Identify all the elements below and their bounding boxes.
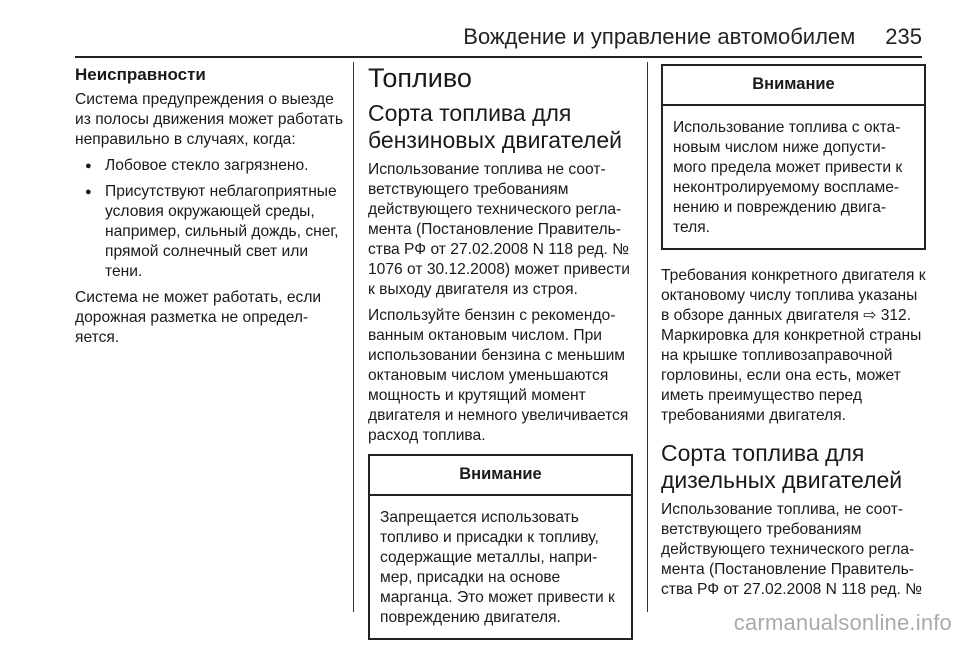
subsection-title-diesel: Сорта топлива для дизельных двигателей — [661, 440, 903, 493]
warning-box-body — [370, 496, 631, 638]
watermark-text: carmanualsonline.info — [733, 610, 952, 635]
page-header — [75, 22, 922, 58]
warning-box-text: Использование топлива с октановым числом ниже допустимого предела может привести к неконтролируемому воспламенению и повреждению двигателя. — [673, 119, 903, 236]
malfunctions-closing: Система не может работать, если дорожная разметка не определяется. — [75, 289, 322, 346]
list-item: ● Присутствуют неблагоприятные условия окружающей среды, например, сильный дождь, снег, прямой солнечный свет или тени. — [75, 182, 347, 282]
petrol-paragraph-1: Использование топлива не соответствующего требованиям действующего технического регламента (Постановление Правительства РФ от 27.02.2008 N 118 ред. № 1076 от 30.12.2008) может привести к выходу двигателя из строя. — [368, 161, 630, 298]
list-item: ● Лобовое стекло загрязнено. — [75, 156, 347, 176]
warning-box-body — [663, 106, 924, 248]
diesel-paragraph: Использование топлива, не соответствующего требованиям действующего технического регламента (Постановление Правительства РФ от 27.02.2008 N 118 ред. № — [661, 501, 922, 598]
column-divider-left — [353, 62, 354, 612]
octane-requirements-paragraph: Требования конкретного двигателя к октановому числу топлива указаны в обзоре данных двигателя ⇨ 312. Маркировка для конкретной страны на крышке топливозаправочной горловины, если она есть, может иметь преимущество перед требованиями двигателя. — [661, 267, 926, 424]
warning-box-metal-additives — [368, 454, 633, 640]
warning-box-octane — [661, 64, 926, 250]
column-right — [661, 62, 926, 606]
page-number: 235 — [885, 24, 922, 49]
petrol-paragraph-2: Используйте бензин с рекомендованным октановым числом. При использовании бензина с меньшим октановым числом уменьшаются мощность и крутящий момент двигателя и немного увеличивается расход топлива. — [368, 307, 629, 444]
section-title-fuel: Топливо — [368, 63, 472, 93]
subsection-title-petrol: Сорта топлива для бензиновых двигателей — [368, 100, 622, 153]
malfunctions-heading: Неисправности — [75, 65, 206, 84]
column-left — [75, 62, 347, 354]
malfunctions-list — [75, 156, 347, 282]
column-middle — [368, 62, 633, 650]
column-divider-right — [647, 62, 648, 612]
malfunctions-intro: Система предупреждения о выезде из полосы движения может работать неправильно в случаях, когда: — [75, 91, 343, 148]
warning-box-text: Запрещается использовать топливо и присадки к топливу, содержащие металлы, например, присадки на основе марганца. Это может привести к повреждению двигателя. — [380, 509, 615, 626]
warning-box-title: Внимание — [370, 456, 631, 496]
chapter-title: Вождение и управление автомобилем — [463, 24, 856, 49]
warning-box-title: Внимание — [663, 66, 924, 106]
